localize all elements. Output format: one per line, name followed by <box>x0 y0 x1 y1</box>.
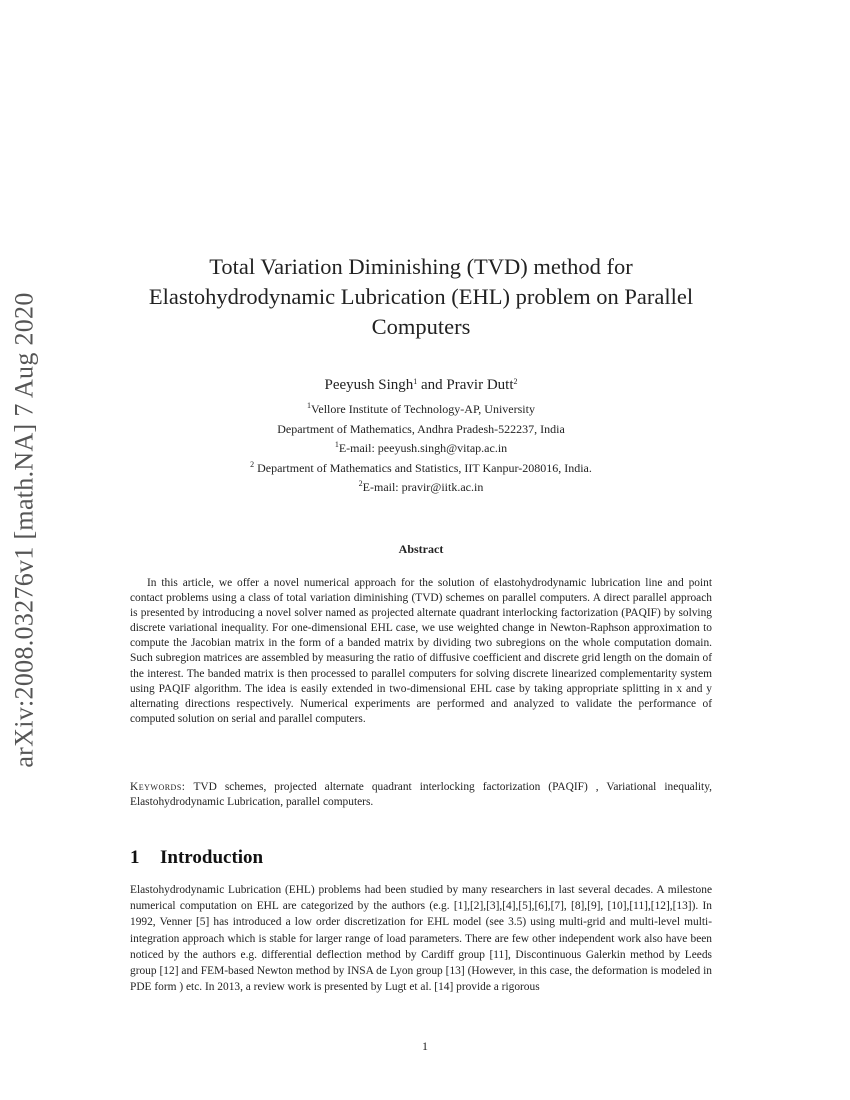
author-1-name: Peeyush Singh <box>324 377 414 393</box>
keywords <box>130 780 712 810</box>
paper-title: Total Variation Diminishing (TVD) method for Elastohydrodynamic Lubrication (EHL) problem on Parallel Computers <box>148 254 694 339</box>
affiliation-1-mark: 1 <box>307 401 312 410</box>
author-2-mark: 2 <box>513 377 518 386</box>
email-1-mark: 1 <box>334 440 339 449</box>
keywords-text: TVD schemes, projected alternate quadrant interlocking factorization (PAQIF) , Variational inequality, Elastohydrodynamic Lubrication, parallel computers. <box>130 781 712 809</box>
author-2-name: Pravir Dutt <box>446 377 514 393</box>
author-1-mark: 1 <box>413 377 418 386</box>
section-number: 1 <box>130 847 140 868</box>
section-title: Introduction <box>160 847 264 868</box>
author-line <box>130 377 712 394</box>
keywords-label: Keywords: <box>130 781 186 793</box>
affiliations <box>130 400 712 498</box>
arxiv-identifier-text: arXiv:2008.03276v1 [math.NA] 7 Aug 2020 <box>10 292 40 768</box>
affiliation-2-mark: 2 <box>250 459 255 469</box>
email-1: E-mail: peeyush.singh@vitap.ac.in <box>338 441 508 455</box>
affiliation-2-line <box>130 459 712 479</box>
affiliation-2-institute: Department of Mathematics and Statistics, IIT Kanpur-208016, India. <box>254 460 592 475</box>
affiliation-1-line-1 <box>130 400 712 420</box>
introduction-body: Elastohydrodynamic Lubrication (EHL) problems had been studied by many researchers in last several decades. A milestone numerical computation on EHL are categorized by the authors (e.g. [1],[2],[3],[4],[5],[6],[7], [8],[9], [10],[11],[12],[13]). In 1992, Venner [5] has introduced a low order discretization for EHL model (see 3.5) using multi-grid and multi-level multi-integration approach which is stable for larger range of load parameters. There are few other independent work also have been noticed by the authors e.g. differential deflection method by Cardiff group [11], Discontinuous Galerkin method by Leeds group [12] and FEM-based Newton method by INSA de Lyon group [13] (However, in this case, the deformation is modeled in PDE form ) etc. In 2013, a review work is presented by Lugt et al. [14] provide a rigorous <box>130 884 712 994</box>
email-2-mark: 2 <box>358 479 363 488</box>
affiliation-1-institute: Vellore Institute of Technology-AP, University <box>311 402 535 416</box>
arxiv-identifier <box>0 270 50 790</box>
page-number: 1 <box>422 1039 428 1053</box>
abstract-heading: Abstract <box>398 542 444 556</box>
affiliation-1-line-2: Department of Mathematics, Andhra Pradesh-522237, India <box>277 421 565 436</box>
author-joiner: and <box>417 377 447 393</box>
section-heading-introduction <box>130 847 712 869</box>
email-2-line <box>130 478 712 498</box>
abstract-body: In this article, we offer a novel numerical approach for the solution of elastohydrodynamic lubrication line and point contact problems using a class of total variation diminishing (TVD) schemes on parallel computers. A direct parallel approach is presented by introducing a novel solver named as projected alternate quadrant interlocking factorization (PAQIF) by solving discrete variational inequality. For one-dimensional EHL case, we use weighted change in Newton-Raphson approximation to compute the Jacobian matrix in the form of a banded matrix by dividing two subregions on the whole computation domain. Such subregion matrices are assembled by measuring the ratio of diffusive coefficient and discrete grid length on the domain of the interest. The banded matrix is then processed to parallel computers for solving discrete linearized complementarity system using PAQIF algorithm. The idea is easily extended in two-dimensional EHL case by taking appropriate splitting in x and y alternating directions respectively. Numerical experiments are performed and analyzed to validate the performance of computed solution on serial and parallel computers. <box>130 577 712 725</box>
email-1-line <box>130 439 712 459</box>
email-2: E-mail: pravir@iitk.ac.in <box>362 480 484 494</box>
